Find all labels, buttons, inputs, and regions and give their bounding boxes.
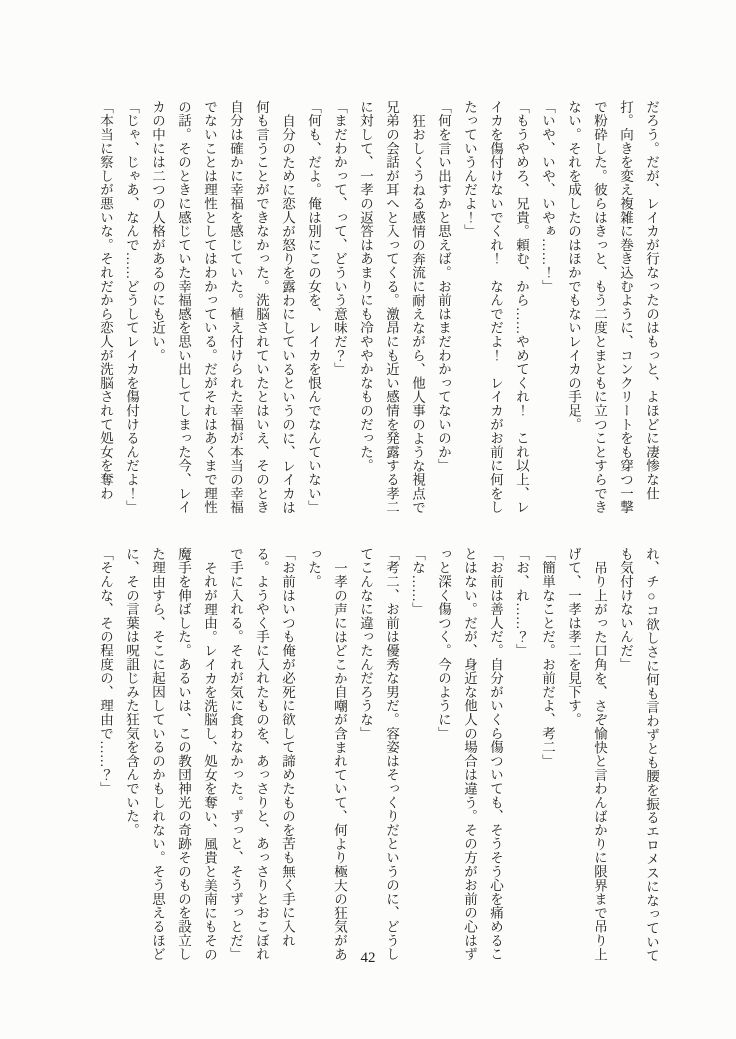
text-column: 自分は確かに幸福を感じていた。植え付けられた幸福が本当の幸福 [228, 100, 243, 514]
text-column: イカを傷付けないでくれ！ なんでだよ！ レイカがお前に何をし [488, 100, 503, 514]
text-column: 「何も、だよ。俺は別にこの女を、レイカを恨んでなんていない」 [306, 100, 321, 514]
text-column: でないことは理性としてはわかっている。だがそれはあくまで理性 [202, 100, 217, 514]
text-column: カの中には二つの人格があるのにも近い。 [150, 100, 165, 363]
text-column: に、その言葉は呪詛じみた狂気を含んでいた。 [124, 547, 139, 837]
text-column: 「いや、いや、いやぁ……！」 [540, 100, 555, 294]
text-column: 「お、れ……？」 [514, 547, 529, 658]
page-number: 42 [360, 950, 376, 966]
text-column: 「まだわかって、って、どういう意味だ？」 [332, 100, 347, 376]
text-column: で手に入れる。それが気に食わなかった。ずっと、そうずっとだ」 [228, 547, 243, 961]
text-column: 「じゃ、じゃあ、なんで……どうしてレイカを傷付けるんだよ！」 [124, 100, 139, 514]
text-column: 「もうやめろ、兄貴。頼む、から……やめてくれ！ これ以上、レ [514, 100, 529, 514]
text-column: の話。そのときに感じていた幸福感を思い出してしまった今、レイ [176, 100, 191, 514]
text-column: に対して、一孝の返答はあまりにも冷ややかなものだった。 [358, 100, 373, 473]
text-column: てこんなに違ったんだろうな」 [358, 547, 373, 741]
text-column: だろう。だが、レイカが行なったのはもっと、よほどに凄惨な仕 [644, 100, 659, 501]
text-column: 自分のために恋人が怒りを露わにしているというのに、レイカは [280, 113, 295, 514]
text-column: 打。向きを変え複雑に巻き込むように、コンクリートをも穿つ一撃 [618, 100, 633, 514]
text-column: 「考二、お前は優秀な男だ。容姿はそっくりだというのに、どうし [384, 547, 399, 961]
text-column: る。ようやく手に入れたものを、あっさりと、あっさりとおこぼれ [254, 547, 269, 961]
text-column: れ、チ○コ欲しさに何も言わずとも腰を振るエロメスになっていて [644, 547, 659, 963]
text-column: たっていうんだよ！」 [462, 100, 477, 238]
text-column: 「お前は善人だ。自分がいくら傷ついても、そうそう心を痛めるこ [488, 547, 503, 961]
text-column: 「簡単なことだ。お前だよ、考二」 [540, 547, 555, 768]
text-column: 吊り上がった口角を、さぞ愉快と言わんばかりに限界まで吊り上 [592, 560, 607, 961]
text-column: 一孝の声にはどこか自嘲が含まれていて、何より極大の狂気があ [332, 560, 347, 961]
text-column: で粉砕した。彼らはきっと、もう二度とまともに立つことすらでき [592, 100, 607, 514]
text-column: げて、一孝は孝二を見下す。 [566, 547, 581, 727]
text-column: った。 [306, 547, 321, 589]
text-column: 魔手を伸ばした。あるいは、この教団神光の奇跡そのものを設立し [176, 547, 191, 961]
text-column: 「何を言い出すかと思えば。お前はまだわかってないのか」 [436, 100, 451, 473]
text-column: 「そんな、その程度の、理由で……？」 [98, 547, 113, 796]
text-column: 「な……」 [410, 547, 425, 616]
text-column: 何も言うことができなかった。洗脳されていたとはいえ、そのとき [254, 100, 269, 514]
text-column: 兄弟の会話が耳へと入ってくる。激昂にも近い感情を発露する孝二 [384, 100, 399, 514]
text-column: ない。それを成したのはほかでもないレイカの手足。 [566, 100, 581, 432]
text-block-top [92, 100, 664, 514]
text-column: 「本当に察しが悪いな。それだから恋人が洗脳されて処女を奪わ [98, 100, 113, 501]
text-column: っと深く傷つく。今のように」 [436, 547, 451, 741]
text-column: た理由すら、そこに起因しているのかもしれない。そう思えるほど [150, 547, 165, 961]
text-column: とはない。だが、身近な他人の場合は違う。その方がお前の心はず [462, 547, 477, 961]
text-column: それが理由。レイカを洗脳し、処女を奪い、風貴と美南にもその [202, 560, 217, 961]
text-column: 狂おしくうねる感情の奔流に耐えながら、他人事のような視点で [410, 113, 425, 514]
text-column: も気付けないんだ」 [618, 547, 633, 672]
text-column: 「お前はいつも俺が必死に欲して諦めたものを苦も無く手に入れ [280, 547, 295, 948]
